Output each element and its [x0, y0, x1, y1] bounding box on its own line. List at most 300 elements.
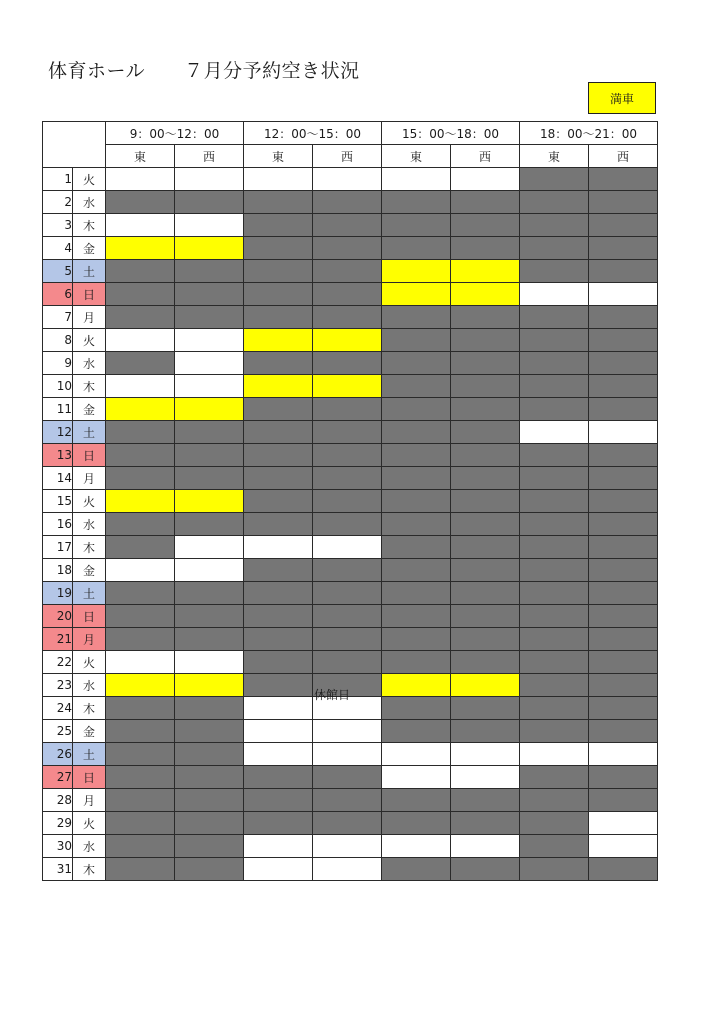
slot-cell-west — [313, 398, 382, 421]
slot-cell-east — [106, 536, 175, 559]
slot-cell-west — [589, 214, 658, 237]
slot-cell-west — [175, 582, 244, 605]
day-row — [43, 720, 658, 743]
day-row — [43, 812, 658, 835]
slot-cell-west — [313, 812, 382, 835]
slot-cell-west — [451, 766, 520, 789]
weekday-label: 土 — [73, 582, 106, 605]
slot-cell-west — [589, 398, 658, 421]
slot-cell-west — [175, 260, 244, 283]
weekday-label: 水 — [73, 191, 106, 214]
slot-cell-west — [175, 214, 244, 237]
day-number: 28 — [43, 789, 73, 812]
slot-cell-east — [106, 214, 175, 237]
day-number: 5 — [43, 260, 73, 283]
slot-cell-east — [106, 283, 175, 306]
slot-cell-east — [106, 697, 175, 720]
slot-cell-east — [106, 812, 175, 835]
day-row — [43, 513, 658, 536]
slot-cell-east — [520, 720, 589, 743]
slot-cell-east — [382, 812, 451, 835]
weekday-label: 水 — [73, 674, 106, 697]
slot-cell-east — [382, 605, 451, 628]
slot-cell-west — [451, 490, 520, 513]
day-row — [43, 260, 658, 283]
weekday-label: 木 — [73, 697, 106, 720]
slot-cell-east — [244, 398, 313, 421]
slot-cell-east — [382, 237, 451, 260]
slot-cell-east — [382, 513, 451, 536]
slot-cell-east — [520, 467, 589, 490]
slot-cell-east — [520, 812, 589, 835]
slot-cell-east — [106, 835, 175, 858]
slot-cell-east — [520, 674, 589, 697]
slot-cell-east — [382, 766, 451, 789]
day-number: 18 — [43, 559, 73, 582]
slot-cell-west — [175, 191, 244, 214]
slot-cell-west — [589, 743, 658, 766]
day-number: 7 — [43, 306, 73, 329]
slot-cell-east — [520, 628, 589, 651]
slot-cell-west — [589, 858, 658, 881]
slot-cell-west — [589, 490, 658, 513]
day-number: 19 — [43, 582, 73, 605]
page-title: 体育ホール ７月分予約空き状況 — [48, 60, 360, 82]
slot-cell-west — [589, 168, 658, 191]
slot-cell-west — [451, 214, 520, 237]
slot-cell-west — [175, 743, 244, 766]
slot-cell-east — [244, 329, 313, 352]
slot-cell-east — [382, 421, 451, 444]
slot-cell-east — [244, 858, 313, 881]
weekday-label: 水 — [73, 835, 106, 858]
slot-cell-east — [244, 674, 313, 697]
slot-cell-east — [520, 605, 589, 628]
slot-cell-east — [106, 490, 175, 513]
weekday-label: 火 — [73, 651, 106, 674]
slot-cell-west — [589, 582, 658, 605]
slot-cell-west — [313, 536, 382, 559]
slot-cell-east — [520, 237, 589, 260]
slot-cell-east — [382, 582, 451, 605]
slot-cell-east — [106, 651, 175, 674]
slot-cell-west — [175, 812, 244, 835]
day-row — [43, 191, 658, 214]
slot-cell-east — [244, 789, 313, 812]
slot-cell-east — [520, 582, 589, 605]
weekday-label: 土 — [73, 421, 106, 444]
slot-cell-east — [244, 651, 313, 674]
day-row — [43, 352, 658, 375]
weekday-label: 金 — [73, 720, 106, 743]
slot-cell-east — [520, 444, 589, 467]
slot-cell-east — [106, 559, 175, 582]
slot-cell-east — [520, 168, 589, 191]
slot-cell-east — [244, 513, 313, 536]
slot-cell-east — [520, 398, 589, 421]
slot-cell-east — [244, 444, 313, 467]
slot-cell-east — [244, 628, 313, 651]
slot-cell-west — [451, 444, 520, 467]
day-row — [43, 329, 658, 352]
slot-cell-west — [175, 697, 244, 720]
slot-cell-west — [451, 306, 520, 329]
slot-cell-west — [175, 421, 244, 444]
slot-cell-west — [589, 835, 658, 858]
weekday-label: 月 — [73, 628, 106, 651]
slot-cell-west — [313, 582, 382, 605]
timeslot-header: 18：00～21：00 — [520, 122, 658, 145]
timeslot-header: 9：00～12：00 — [106, 122, 244, 145]
slot-cell-west — [175, 237, 244, 260]
slot-cell-west — [175, 720, 244, 743]
slot-cell-west — [451, 697, 520, 720]
slot-cell-west — [175, 628, 244, 651]
slot-cell-east — [106, 582, 175, 605]
day-row — [43, 444, 658, 467]
slot-cell-west — [589, 559, 658, 582]
slot-cell-east — [520, 743, 589, 766]
day-number: 21 — [43, 628, 73, 651]
slot-cell-west — [451, 789, 520, 812]
slot-cell-west — [589, 513, 658, 536]
day-number: 20 — [43, 605, 73, 628]
weekday-label: 火 — [73, 329, 106, 352]
slot-cell-east — [244, 283, 313, 306]
day-number: 2 — [43, 191, 73, 214]
slot-cell-west — [589, 352, 658, 375]
slot-cell-west — [313, 605, 382, 628]
day-number: 15 — [43, 490, 73, 513]
weekday-label: 月 — [73, 306, 106, 329]
side-header-row — [43, 145, 658, 168]
slot-cell-east — [382, 720, 451, 743]
day-row — [43, 467, 658, 490]
slot-cell-east — [106, 237, 175, 260]
weekday-label: 火 — [73, 168, 106, 191]
timeslot-header: 12：00～15：00 — [244, 122, 382, 145]
slot-cell-east — [382, 260, 451, 283]
side-header-west: 西 — [589, 145, 658, 168]
slot-cell-west — [589, 444, 658, 467]
slot-cell-west — [313, 766, 382, 789]
slot-cell-east — [106, 743, 175, 766]
slot-cell-east — [382, 352, 451, 375]
slot-cell-west — [451, 283, 520, 306]
slot-cell-east — [520, 766, 589, 789]
slot-cell-east — [382, 398, 451, 421]
day-number: 25 — [43, 720, 73, 743]
slot-cell-west — [313, 306, 382, 329]
slot-cell-east — [382, 858, 451, 881]
slot-cell-west — [451, 191, 520, 214]
slot-cell-east — [382, 628, 451, 651]
slot-cell-west — [313, 743, 382, 766]
slot-cell-west — [175, 398, 244, 421]
slot-cell-east — [106, 352, 175, 375]
weekday-label: 木 — [73, 375, 106, 398]
weekday-label: 金 — [73, 398, 106, 421]
slot-cell-west — [451, 605, 520, 628]
weekday-label: 水 — [73, 513, 106, 536]
weekday-label: 日 — [73, 605, 106, 628]
slot-cell-east — [106, 720, 175, 743]
slot-cell-west — [175, 467, 244, 490]
weekday-label: 土 — [73, 260, 106, 283]
day-number: 22 — [43, 651, 73, 674]
slot-cell-east — [382, 168, 451, 191]
slot-cell-west — [589, 283, 658, 306]
slot-cell-east — [106, 375, 175, 398]
slot-cell-east — [106, 260, 175, 283]
weekday-label: 木 — [73, 858, 106, 881]
slot-cell-west — [589, 375, 658, 398]
slot-cell-west — [175, 536, 244, 559]
slot-cell-west — [175, 490, 244, 513]
slot-cell-east — [382, 467, 451, 490]
day-number: 30 — [43, 835, 73, 858]
weekday-label: 火 — [73, 490, 106, 513]
slot-cell-west — [589, 467, 658, 490]
slot-cell-west — [313, 352, 382, 375]
slot-cell-east — [244, 260, 313, 283]
slot-cell-east — [244, 421, 313, 444]
day-number: 4 — [43, 237, 73, 260]
slot-cell-east — [106, 513, 175, 536]
day-number: 8 — [43, 329, 73, 352]
day-row — [43, 789, 658, 812]
slot-cell-east — [520, 329, 589, 352]
slot-cell-west — [313, 237, 382, 260]
weekday-label: 金 — [73, 559, 106, 582]
slot-cell-west — [313, 467, 382, 490]
slot-cell-west — [313, 329, 382, 352]
slot-cell-west — [451, 352, 520, 375]
slot-cell-east — [106, 766, 175, 789]
slot-cell-east — [520, 283, 589, 306]
weekday-label: 土 — [73, 743, 106, 766]
slot-cell-west — [589, 697, 658, 720]
slot-cell-east — [520, 789, 589, 812]
slot-cell-east — [244, 237, 313, 260]
slot-cell-west — [313, 628, 382, 651]
day-number: 6 — [43, 283, 73, 306]
legend-full-badge: 満車 — [588, 82, 656, 114]
slot-cell-east — [244, 168, 313, 191]
slot-cell-east — [520, 858, 589, 881]
slot-cell-west — [451, 743, 520, 766]
slot-cell-west — [175, 789, 244, 812]
day-number: 11 — [43, 398, 73, 421]
slot-cell-east — [106, 605, 175, 628]
slot-cell-west — [589, 674, 658, 697]
slot-cell-east — [520, 352, 589, 375]
slot-cell-west — [451, 835, 520, 858]
slot-cell-west — [451, 168, 520, 191]
slot-cell-east — [244, 835, 313, 858]
day-number: 14 — [43, 467, 73, 490]
slot-cell-west — [175, 513, 244, 536]
day-row — [43, 237, 658, 260]
day-number: 24 — [43, 697, 73, 720]
slot-cell-east — [244, 812, 313, 835]
slot-cell-east — [382, 674, 451, 697]
timeslot-header-row — [43, 122, 658, 145]
slot-cell-east — [106, 398, 175, 421]
weekday-label: 日 — [73, 766, 106, 789]
slot-cell-east — [106, 789, 175, 812]
day-row — [43, 835, 658, 858]
slot-cell-east — [106, 628, 175, 651]
day-row — [43, 214, 658, 237]
day-number: 3 — [43, 214, 73, 237]
slot-cell-east — [520, 375, 589, 398]
day-row — [43, 283, 658, 306]
slot-cell-east — [520, 559, 589, 582]
slot-cell-east — [244, 191, 313, 214]
slot-cell-east — [244, 766, 313, 789]
slot-cell-east — [382, 375, 451, 398]
slot-cell-east — [244, 743, 313, 766]
weekday-label: 月 — [73, 789, 106, 812]
slot-cell-east — [520, 191, 589, 214]
slot-cell-west — [589, 812, 658, 835]
slot-cell-west — [313, 283, 382, 306]
slot-cell-west — [451, 812, 520, 835]
slot-cell-east — [382, 835, 451, 858]
day-number: 31 — [43, 858, 73, 881]
slot-cell-east — [244, 352, 313, 375]
slot-cell-west — [175, 651, 244, 674]
slot-cell-east — [106, 444, 175, 467]
slot-cell-west — [313, 651, 382, 674]
slot-cell-west — [451, 329, 520, 352]
slot-cell-east — [520, 513, 589, 536]
slot-cell-west — [589, 191, 658, 214]
slot-cell-west — [589, 329, 658, 352]
slot-cell-east — [244, 720, 313, 743]
slot-cell-east — [382, 697, 451, 720]
side-header-west: 西 — [175, 145, 244, 168]
slot-cell-west — [175, 674, 244, 697]
slot-cell-west — [451, 467, 520, 490]
slot-cell-west — [313, 835, 382, 858]
slot-cell-east — [244, 559, 313, 582]
weekday-label: 日 — [73, 283, 106, 306]
slot-cell-west — [451, 582, 520, 605]
slot-cell-west — [175, 375, 244, 398]
slot-cell-west — [451, 421, 520, 444]
slot-cell-west — [589, 766, 658, 789]
slot-cell-east — [106, 168, 175, 191]
slot-cell-east — [382, 743, 451, 766]
slot-cell-west — [451, 398, 520, 421]
slot-cell-east — [382, 536, 451, 559]
slot-cell-west — [175, 444, 244, 467]
slot-cell-west — [451, 260, 520, 283]
day-row — [43, 559, 658, 582]
slot-cell-east — [244, 467, 313, 490]
slot-cell-east — [106, 421, 175, 444]
slot-cell-west — [175, 766, 244, 789]
weekday-label: 木 — [73, 214, 106, 237]
slot-cell-west — [451, 720, 520, 743]
slot-cell-west — [313, 789, 382, 812]
day-number: 10 — [43, 375, 73, 398]
reservation-rows — [43, 168, 658, 881]
slot-cell-west — [589, 789, 658, 812]
weekday-label: 月 — [73, 467, 106, 490]
slot-cell-west — [313, 168, 382, 191]
slot-cell-west — [313, 260, 382, 283]
day-number: 23 — [43, 674, 73, 697]
day-row — [43, 651, 658, 674]
day-number: 9 — [43, 352, 73, 375]
day-row — [43, 766, 658, 789]
weekday-label: 金 — [73, 237, 106, 260]
slot-cell-east — [106, 306, 175, 329]
slot-cell-east — [106, 467, 175, 490]
day-row — [43, 628, 658, 651]
timeslot-header: 15：00～18：00 — [382, 122, 520, 145]
corner-cell — [43, 122, 106, 168]
day-row — [43, 421, 658, 444]
slot-cell-west — [313, 490, 382, 513]
slot-cell-east — [520, 651, 589, 674]
slot-cell-east — [244, 306, 313, 329]
slot-cell-west — [451, 651, 520, 674]
slot-cell-west — [313, 421, 382, 444]
slot-cell-east — [382, 444, 451, 467]
slot-cell-west — [451, 858, 520, 881]
slot-cell-east — [382, 214, 451, 237]
weekday-label: 水 — [73, 352, 106, 375]
slot-cell-east — [382, 329, 451, 352]
slot-cell-east — [382, 789, 451, 812]
slot-cell-east — [520, 306, 589, 329]
slot-cell-west — [451, 536, 520, 559]
slot-cell-east — [106, 329, 175, 352]
day-number: 29 — [43, 812, 73, 835]
slot-cell-west — [313, 375, 382, 398]
day-number: 12 — [43, 421, 73, 444]
day-number: 16 — [43, 513, 73, 536]
slot-cell-east — [520, 260, 589, 283]
slot-cell-west — [175, 329, 244, 352]
slot-cell-east — [244, 214, 313, 237]
slot-cell-east — [520, 490, 589, 513]
slot-cell-east — [244, 375, 313, 398]
slot-cell-east — [244, 697, 313, 720]
slot-cell-west — [313, 513, 382, 536]
slot-cell-east — [382, 490, 451, 513]
slot-cell-east — [106, 674, 175, 697]
slot-cell-east — [106, 858, 175, 881]
slot-cell-west — [313, 191, 382, 214]
slot-cell-west — [313, 720, 382, 743]
day-row — [43, 306, 658, 329]
side-header-west: 西 — [313, 145, 382, 168]
slot-cell-east — [244, 490, 313, 513]
slot-cell-east — [382, 651, 451, 674]
weekday-label: 日 — [73, 444, 106, 467]
slot-cell-east — [382, 559, 451, 582]
day-row — [43, 605, 658, 628]
day-row — [43, 375, 658, 398]
slot-cell-east — [244, 582, 313, 605]
slot-cell-east — [382, 283, 451, 306]
side-header-east: 東 — [106, 145, 175, 168]
